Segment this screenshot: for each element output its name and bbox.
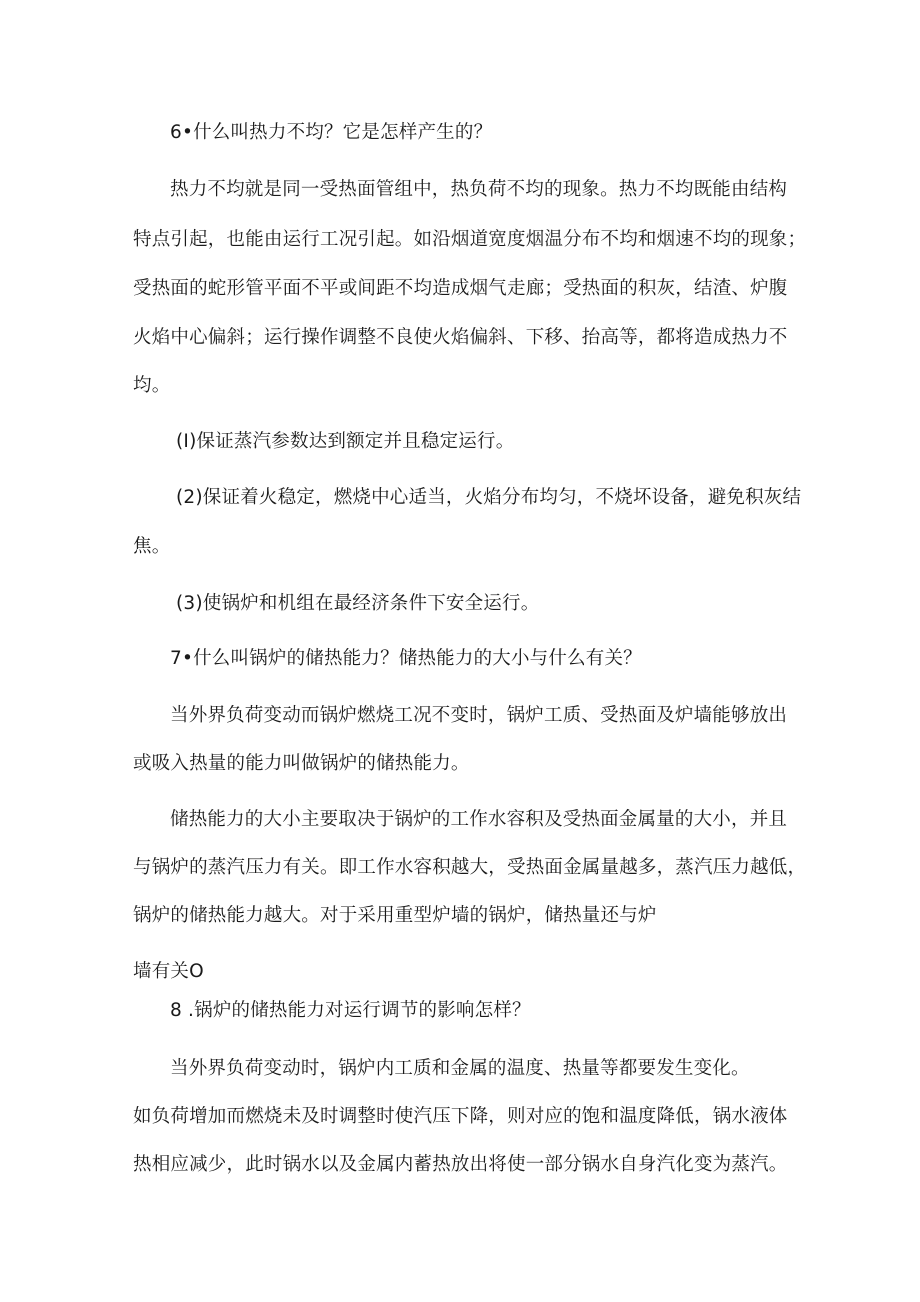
paragraph-line: 当外界负荷变动时，锅炉内工质和金属的温度、热量等都要发生变化。	[170, 1058, 750, 1079]
paragraph-line: 火焰中心偏斜；运行操作调整不良使火焰偏斜、下移、抬高等，都将造成热力不	[133, 327, 788, 348]
paragraph-line: 热相应减少，此时锅水以及金属内蓄热放出将使一部分锅水自身汽化变为蒸汽。	[133, 1154, 788, 1175]
list-item-2: (2)保证着火稳定，燃烧中心适当，火焰分布均匀，不烧坏设备，避免积灰结	[176, 487, 802, 508]
paragraph-line: 受热面的蛇形管平面不平或间距不均造成烟气走廊；受热面的积灰，结渣、炉腹	[133, 278, 788, 299]
paragraph-line: 墙有关O	[133, 961, 204, 982]
paragraph-line: 热力不均就是同一受热面管组中，热负荷不均的现象。热力不均既能由结构	[170, 179, 788, 200]
paragraph-line: 锅炉的储热能力越大。对于采用重型炉墙的锅炉，储热量还与炉	[133, 905, 657, 926]
paragraph-line: 与锅炉的蒸汽压力有关。即工作水容积越大，受热面金属量越多，蒸汽压力越低，	[133, 857, 807, 878]
question-8-heading: 8 .锅炉的储热能力对运行调节的影响怎样？	[170, 1000, 531, 1021]
list-item-3: (3)使锅炉和机组在最经济条件下安全运行。	[176, 593, 540, 614]
paragraph-line: 当外界负荷变动而锅炉燃烧工况不变时，锅炉工质、受热面及炉墙能够放出	[170, 705, 788, 726]
paragraph-line: 如负荷增加而燃烧未及时调整时使汽压下降，则对应的饱和温度降低，锅水液体	[133, 1106, 788, 1127]
paragraph-line: 储热能力的大小主要取决于锅炉的工作水容积及受热面金属量的大小，并且	[170, 809, 788, 830]
paragraph-line: 特点引起，也能由运行工况引起。如沿烟道宽度烟温分布不均和烟速不均的现象；	[133, 229, 807, 250]
question-6-heading: 6•什么叫热力不均？它是怎样产生的？	[170, 122, 493, 143]
question-7-heading: 7•什么叫锅炉的储热能力？储热能力的大小与什么有关？	[170, 648, 642, 669]
paragraph-line: 焦。	[133, 536, 171, 557]
paragraph-line: 或吸入热量的能力叫做锅炉的储热能力。	[133, 753, 470, 774]
paragraph-line: 均。	[133, 375, 171, 396]
list-item-1: (I)保证蒸汽参数达到额定并且稳定运行。	[176, 431, 515, 452]
